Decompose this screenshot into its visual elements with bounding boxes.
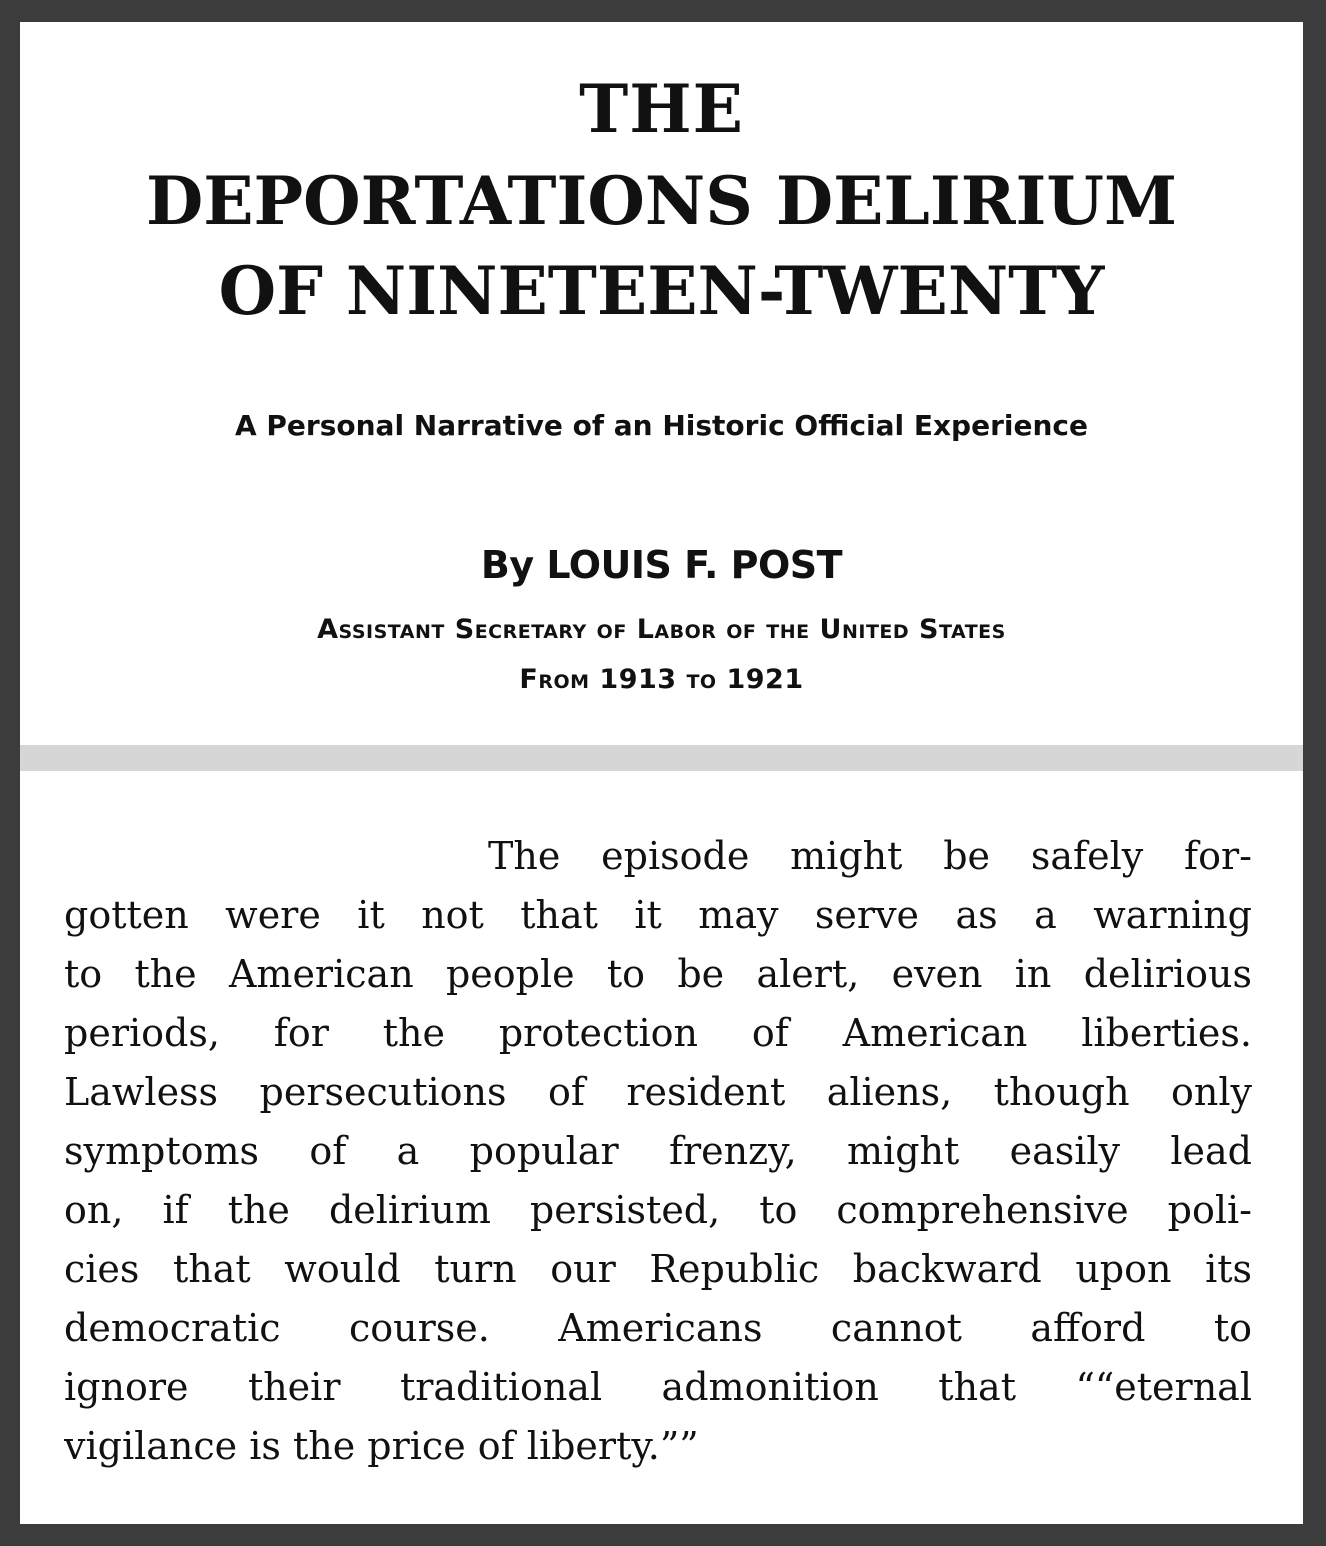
author-position-line-2: From 1913 to 1921 xyxy=(519,664,804,695)
quote-line: vigilance is the price of liberty.”” xyxy=(64,1424,699,1468)
quote-line: gotten were it not that it may serve as a warning xyxy=(64,893,1252,937)
quote-panel xyxy=(20,771,1303,1524)
quote-line: symptoms of a popular frenzy, might easily lead xyxy=(64,1129,1252,1173)
quote-paragraph xyxy=(64,827,1252,1476)
book-title-line-3: OF NINETEEN-TWENTY xyxy=(218,252,1105,330)
quote-line: Lawless persecutions of resident aliens, though only xyxy=(64,1070,1252,1114)
quote-line: periods, for the protection of American liberties. xyxy=(64,1011,1252,1055)
quote-line: cies that would turn our Republic backward upon its xyxy=(64,1247,1252,1291)
author-byline: By LOUIS F. POST xyxy=(480,543,843,587)
quote-line: The episode might be safely for- xyxy=(488,834,1252,878)
book-title-line-1: THE xyxy=(579,70,744,148)
author-position-line-1: Assistant Secretary of Labor of the United States xyxy=(317,614,1006,645)
quote-line: on, if the delirium persisted, to comprehensive poli- xyxy=(64,1188,1252,1232)
quote-line: ignore their traditional admonition that ““eternal xyxy=(64,1365,1252,1409)
panel-divider xyxy=(20,745,1303,771)
book-title-line-2: DEPORTATIONS DELIRIUM xyxy=(145,162,1178,240)
quote-line: democratic course. Americans cannot afford to xyxy=(64,1306,1252,1350)
page xyxy=(20,22,1303,1524)
title-page-panel xyxy=(20,22,1303,745)
quote-line: to the American people to be alert, even in delirious xyxy=(64,952,1252,996)
book-subtitle: A Personal Narrative of an Historic Official Experience xyxy=(234,409,1089,442)
